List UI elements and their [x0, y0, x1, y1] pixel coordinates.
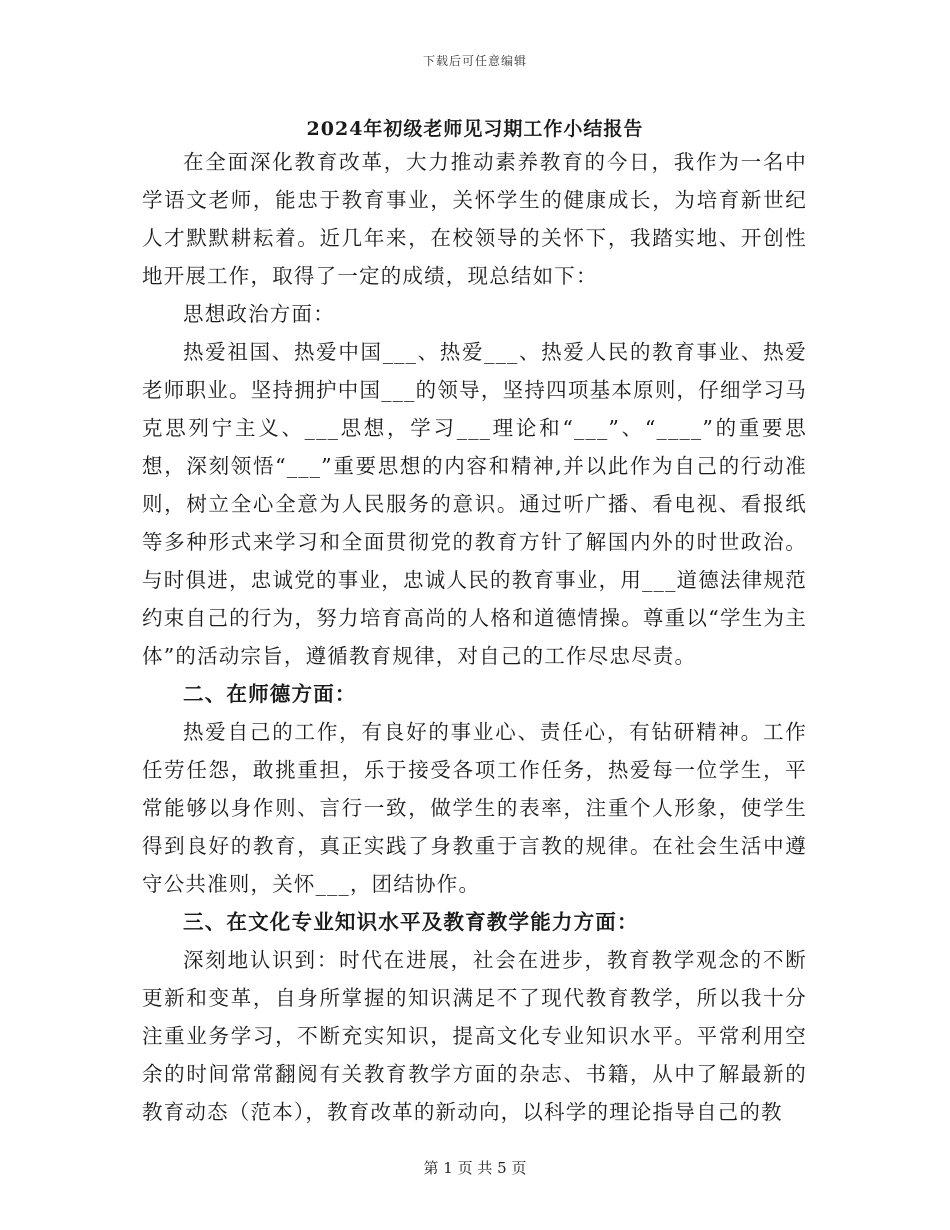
section-heading-ethics: 二、在师德方面：	[183, 682, 357, 706]
page-number: 第 1 页 共 5 页	[423, 1159, 527, 1177]
section-heading-knowledge: 三、在文化专业知识水平及教育教学能力方面：	[183, 910, 639, 934]
knowledge-paragraph: 深刻地认识到：时代在进展，社会在进步，教育教学观念的不断更新和变革，自身所掌握的知识满足不了现代教育教学，所以我十分注重业务学习，不断充实知识，提高文化专业知识水平。平常利用空余的时间常常翻阅有关教育教学方面的杂志、书籍，从中了解最新的教育动态（范本），教育改革的新动向，以科学的理论指导自己的教	[142, 948, 807, 1124]
intro-paragraph: 在全面深化教育改革，大力推动素养教育的今日，我作为一名中学语文老师，能忠于教育事业，关怀学生的健康成长，为培育新世纪人才默默耕耘着。近几年来，在校领导的关怀下，我踏实地、开创性地开展工作，取得了一定的成绩，现总结如下：	[142, 150, 807, 288]
politics-paragraph: 热爱祖国、热爱中国___、热爱___、热爱人民的教育事业、热爱老师职业。坚持拥护中国___的领导，坚持四项基本原则，仔细学习马克思列宁主义、___思想，学习___理论和“___”、“____”的重要思想，深刻领悟“___”重要思想的内容和精神,并以此作为自己的行动准则，树立全心全意为人民服务的意识。通过听广播、看电视、看报纸等多种形式来学习和全面贯彻党的教育方针了解国内外的时世政治。与时俱进，忠诚党的事业，忠诚人民的教育事业，用___道德法律规范约束自己的行为，努力培育高尚的人格和道德情操。尊重以“学生为主体”的活动宗旨，遵循教育规律，对自己的工作尽忠尽责。	[142, 340, 807, 668]
ethics-paragraph: 热爱自己的工作，有良好的事业心、责任心，有钻研精神。工作任劳任怨，敢挑重担，乐于接受各项工作任务，热爱每一位学生，平常能够以身作则、言行一致，做学生的表率，注重个人形象，使学生得到良好的教育，真正实践了身教重于言教的规律。在社会生活中遵守公共准则，关怀___，团结协作。	[142, 720, 807, 896]
section-heading-politics: 思想政治方面：	[183, 302, 335, 326]
document-body	[142, 143, 807, 1131]
document-title: 2024年初级老师见习期工作小结报告	[306, 118, 644, 140]
header-note: 下载后可任意编辑	[422, 54, 527, 68]
